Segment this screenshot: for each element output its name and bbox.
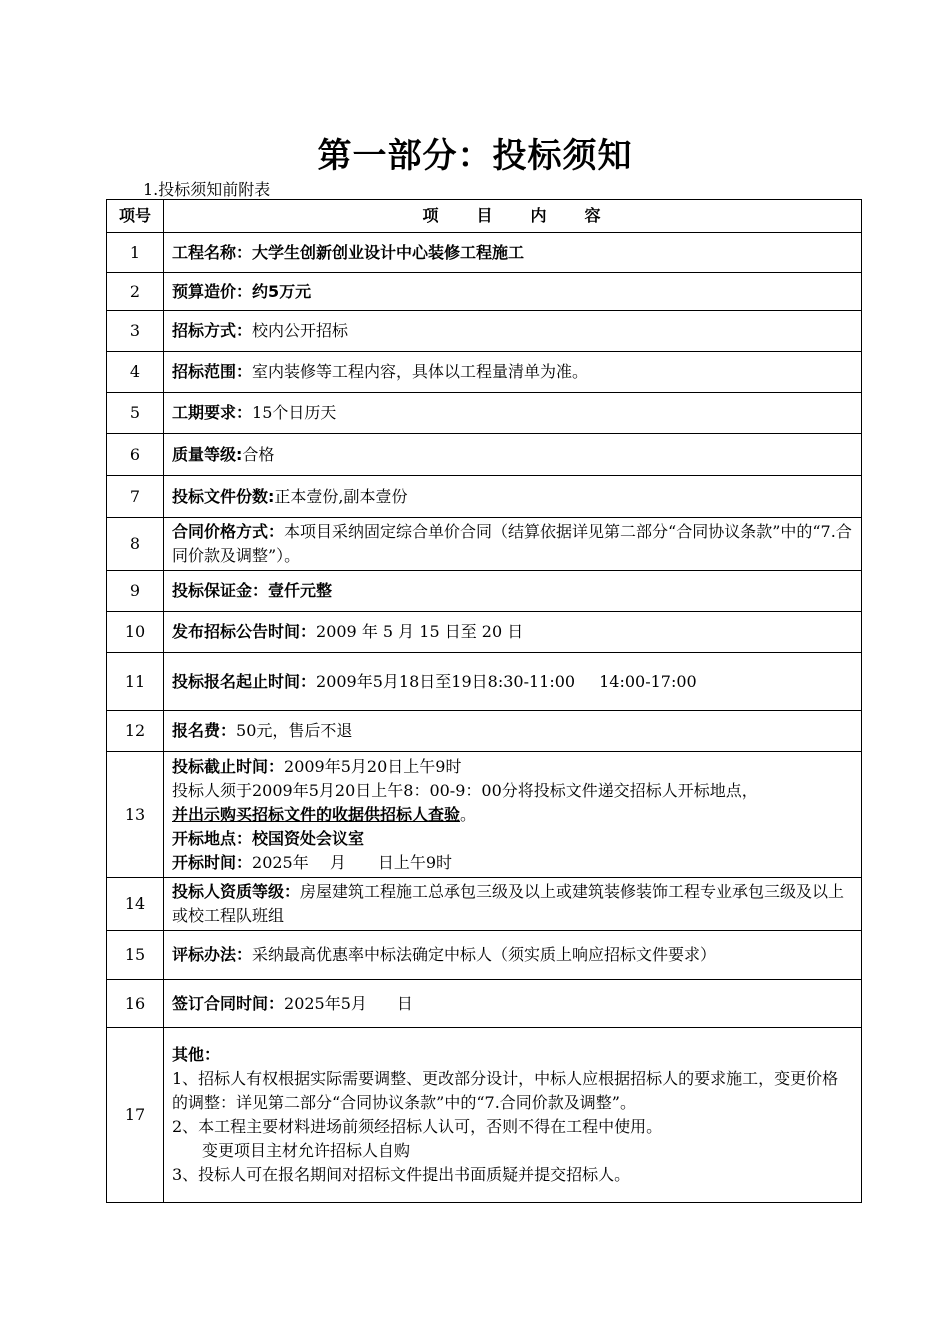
- row-no: 9: [107, 571, 164, 612]
- row-content: [164, 612, 862, 653]
- document-title: 第一部分：投标须知: [317, 136, 633, 176]
- opening-time-line: [172, 851, 853, 875]
- row-text-2: 日: [396, 993, 413, 1013]
- row-label: 报名费：: [172, 721, 237, 740]
- row-no: 16: [107, 980, 164, 1028]
- row-content: [164, 273, 862, 311]
- row-text: 15个日历天: [252, 403, 337, 422]
- tender-notice-table: [106, 199, 862, 1203]
- other-item-1: 1、招标人有权根据实际需要调整、更改部分设计，中标人应根据招标人的要求施工，变更价格的调整：详见第二部分“合同协议条款”中的“7.合同价款及调整”。: [172, 1069, 839, 1112]
- opening-place: 开标地点：校国资处会议室: [172, 828, 365, 848]
- row-label: 招标范围：: [172, 362, 253, 381]
- row-content: [164, 878, 862, 931]
- row-label: 投标保证金：壹仟元整: [172, 581, 333, 600]
- row-text: 50元，售后不退: [236, 721, 353, 740]
- row-no: 5: [107, 393, 164, 434]
- row-text: 2009 年 5 月 15 日至 20 日: [316, 622, 524, 641]
- other-item-2: 2、本工程主要材料进场前须经招标人认可，否则不得在工程中使用。: [172, 1117, 663, 1136]
- row-label: 工程名称：大学生创新创业设计中心装修工程施工: [172, 242, 525, 262]
- row-content: [164, 476, 862, 518]
- table-row: [107, 393, 862, 434]
- row-no: 1: [107, 233, 164, 273]
- row-no: 8: [107, 518, 164, 571]
- row-text: 本项目采纳固定综合单价合同（结算依据详见第二部分“合同协议条款”中的“7.合同价款及调整”）。: [172, 522, 852, 565]
- row-label: 发布招标公告时间：: [172, 622, 317, 641]
- row-content: [164, 311, 862, 352]
- row-text: 室内装修等工程内容，具体以工程量清单为准。: [252, 362, 589, 381]
- row-content: [164, 752, 862, 878]
- row-content: [164, 233, 862, 273]
- submission-line: 投标人须于2009年5月20日上午8：00-9：00分将投标文件递交招标人开标地点，: [172, 780, 758, 800]
- row-no: 10: [107, 612, 164, 653]
- row-text: 校内公开招标: [252, 321, 349, 340]
- row-no: 6: [107, 434, 164, 476]
- row-content: [164, 1028, 862, 1203]
- header-item-content: 项 目 内 容: [164, 200, 862, 233]
- row-no: 3: [107, 311, 164, 352]
- table-row: [107, 434, 862, 476]
- row-text: 房屋建筑工程施工总承包三级及以上或建筑装修装饰工程专业承包三级及以上或校工程队班组: [172, 882, 845, 925]
- row-label: 签订合同时间：: [172, 993, 285, 1013]
- table-row: [107, 931, 862, 980]
- table-row: [107, 653, 862, 711]
- row-no: 15: [107, 931, 164, 980]
- receipt-end: 。: [460, 804, 477, 824]
- row-text: 合格: [242, 444, 275, 464]
- row-label: 投标报名起止时间：: [172, 671, 317, 691]
- receipt-underlined: 并出示购买招标文件的收据供招标人查验: [172, 804, 461, 824]
- row-no: 13: [107, 752, 164, 878]
- row-no: 7: [107, 476, 164, 518]
- table-row: [107, 1028, 862, 1203]
- row-text: 采纳最高优惠率中标法确定中标人（须实质上响应招标文件要求）: [252, 945, 717, 964]
- row-label: 招标方式：: [172, 321, 253, 340]
- row-no: 11: [107, 653, 164, 711]
- deadline-text: 2009年5月20日上午9时: [284, 756, 462, 776]
- table-row: [107, 612, 862, 653]
- other-item-3: 3、投标人可在报名期间对招标文件提出书面质疑并提交招标人。: [172, 1165, 631, 1184]
- row-content: [164, 352, 862, 393]
- table-header-row: [107, 200, 862, 233]
- table-row: [107, 711, 862, 752]
- deadline-line: [172, 755, 853, 779]
- row-label: 投标人资质等级：: [172, 882, 301, 901]
- row-text-2: 14:00-17:00: [599, 671, 697, 691]
- table-row: [107, 752, 862, 878]
- deadline-label: 投标截止时间：: [172, 756, 285, 776]
- row-label: 工期要求：: [172, 403, 253, 422]
- row-no: 4: [107, 352, 164, 393]
- table-row: [107, 571, 862, 612]
- row-content: [164, 980, 862, 1028]
- row-content: [164, 571, 862, 612]
- opening-time-label: 开标时间：: [172, 852, 253, 872]
- row-content: [164, 393, 862, 434]
- row-label: 合同价格方式：: [172, 522, 285, 541]
- row-label: 评标办法：: [172, 945, 253, 964]
- other-item-2b: 变更项目主材允许招标人自购: [202, 1141, 411, 1160]
- row-no: 17: [107, 1028, 164, 1203]
- row-no: 14: [107, 878, 164, 931]
- row-content: [164, 711, 862, 752]
- header-item-no: 项号: [107, 200, 164, 233]
- row-label: 预算造价：约5万元: [172, 281, 312, 301]
- table-row: [107, 476, 862, 518]
- row-no: 2: [107, 273, 164, 311]
- table-row: [107, 233, 862, 273]
- row-label: 投标文件份数:: [172, 486, 275, 506]
- row-label: 质量等级:: [172, 444, 243, 464]
- table-row: [107, 352, 862, 393]
- table-caption: 1.投标须知前附表: [143, 180, 271, 199]
- table-row: [107, 518, 862, 571]
- table-row: [107, 980, 862, 1028]
- row-text: 2025年5月: [284, 993, 367, 1013]
- row-text: 2009年5月18日至19日8:30-11:00: [316, 671, 576, 691]
- table-row: [107, 878, 862, 931]
- table-row: [107, 273, 862, 311]
- other-label: 其他：: [172, 1045, 221, 1064]
- row-content: [164, 931, 862, 980]
- row-no: 12: [107, 711, 164, 752]
- row-content: [164, 653, 862, 711]
- row-text: 正本壹份,副本壹份: [274, 486, 408, 506]
- row-content: [164, 434, 862, 476]
- table-row: [107, 311, 862, 352]
- receipt-line: [172, 803, 853, 827]
- opening-time-text: 2025年 月 日上午9时: [252, 852, 453, 872]
- row-content: [164, 518, 862, 571]
